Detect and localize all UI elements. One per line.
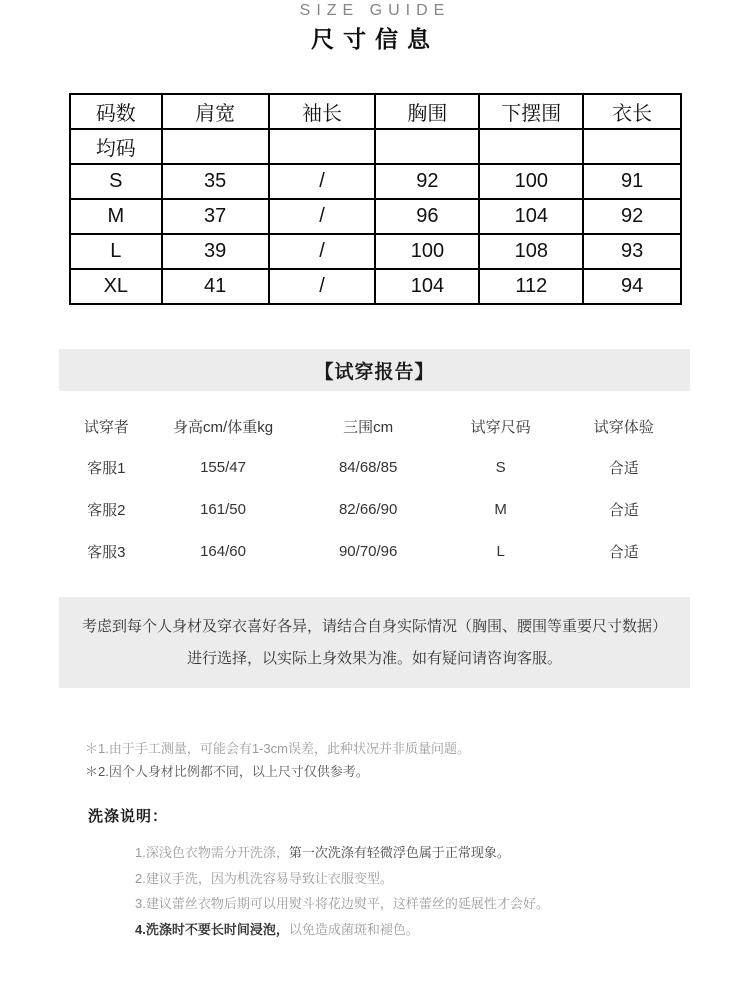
- column-header-cell: 试穿尺码: [470, 418, 531, 436]
- table-cell: 客服2: [87, 501, 126, 519]
- table-cell: 37: [162, 199, 269, 234]
- table-cell: 均码: [70, 129, 162, 164]
- table-cell: /: [269, 199, 376, 234]
- table-cell: S: [495, 458, 506, 476]
- washing-item-2-text: 2.建议手洗，因为机洗容易导致让衣服变型。: [135, 870, 393, 886]
- fit-report-table: [59, 406, 690, 572]
- table-cell: 39: [162, 234, 269, 269]
- table-cell: 合适: [608, 459, 639, 477]
- table-cell: 104: [375, 269, 479, 304]
- column-header-cell: 衣长: [583, 94, 681, 129]
- table-cell: 合适: [608, 543, 639, 561]
- washing-item-3-text: 3.建议蕾丝衣物后期可以用熨斗将花边熨平，这样蕾丝的延展性才会好。: [135, 896, 549, 911]
- table-cell: 104: [479, 199, 583, 234]
- table-cell: 35: [162, 164, 269, 199]
- table-row: [70, 234, 681, 269]
- footnote-2: ＊2.因个人身材比例都不同，以上尺寸仅供参考。: [85, 764, 369, 779]
- sizing-notice-line-2: 进行选择，以实际上身效果为准。如有疑问请咨询客服。: [186, 649, 562, 667]
- table-cell: [583, 129, 681, 164]
- table-row: [59, 446, 690, 488]
- table-cell: S: [70, 164, 162, 199]
- column-header-cell: 试穿体验: [593, 418, 654, 436]
- table-row: [70, 164, 681, 199]
- table-cell: 92: [375, 164, 479, 199]
- table-cell: 94: [583, 269, 681, 304]
- washing-item-4-emphasis: 4.洗涤时不要长时间浸泡，: [135, 921, 289, 937]
- table-cell: /: [269, 164, 376, 199]
- page-subtitle: SIZE GUIDE: [299, 2, 451, 19]
- size-table: [69, 93, 682, 305]
- table-row: [70, 269, 681, 304]
- column-header-cell: 肩宽: [162, 94, 269, 129]
- size-table-header-row: [70, 94, 681, 129]
- fit-report-body: [59, 446, 690, 572]
- sizing-notice-box: [59, 597, 690, 688]
- table-row: [70, 199, 681, 234]
- column-header-cell: 袖长: [269, 94, 376, 129]
- washing-item-1-text: 1.深浅色衣物需分开洗涤，: [135, 845, 289, 860]
- table-cell: 108: [479, 234, 583, 269]
- table-cell: M: [70, 199, 162, 234]
- table-cell: 100: [479, 164, 583, 199]
- page-title: 尺寸信息: [311, 26, 439, 52]
- washing-item-1-emphasis: 第一次洗涤有轻微浮色属于正常现象。: [288, 845, 510, 860]
- column-header-cell: 下摆围: [479, 94, 583, 129]
- footnote-1: ＊1.由于手工测量，可能会有1-3cm误差，此种状况并非质量问题。: [85, 741, 470, 756]
- table-cell: L: [496, 542, 505, 560]
- washing-instructions-heading: 洗涤说明：: [88, 808, 169, 825]
- column-header-cell: 试穿者: [83, 418, 129, 436]
- table-row: [59, 488, 690, 530]
- table-cell: 客服3: [87, 543, 126, 561]
- table-cell: 93: [583, 234, 681, 269]
- washing-item-1: [135, 840, 705, 866]
- table-row: [70, 129, 681, 164]
- column-header-cell: 身高cm/体重kg: [173, 418, 274, 436]
- washing-item-4: [135, 917, 705, 943]
- sizing-notice-line-1: 考虑到每个人身材及穿衣喜好各异，请结合自身实际情况（胸围、腰围等重要尺寸数据）: [81, 617, 667, 635]
- table-cell: 91: [583, 164, 681, 199]
- washing-item-4-text: 以免造成菌斑和褪色。: [288, 921, 419, 937]
- measurement-footnotes: [85, 737, 685, 783]
- column-header-cell: 三围cm: [343, 418, 394, 436]
- table-cell: [375, 129, 479, 164]
- column-header-cell: 码数: [70, 94, 162, 129]
- table-cell: M: [494, 500, 507, 518]
- table-cell: 合适: [608, 501, 639, 519]
- table-cell: XL: [70, 269, 162, 304]
- table-cell: 155/47: [200, 458, 246, 476]
- table-cell: 100: [375, 234, 479, 269]
- table-cell: 164/60: [200, 542, 246, 560]
- table-cell: 84/68/85: [338, 458, 398, 476]
- washing-item-3: [135, 891, 705, 917]
- table-cell: L: [70, 234, 162, 269]
- table-cell: 客服1: [87, 459, 126, 477]
- table-cell: 41: [162, 269, 269, 304]
- table-cell: [479, 129, 583, 164]
- table-cell: /: [269, 269, 376, 304]
- table-cell: 161/50: [200, 500, 246, 518]
- size-table-body: [70, 129, 681, 304]
- fit-report-header-row: [59, 406, 690, 446]
- table-cell: 112: [479, 269, 583, 304]
- table-cell: 96: [375, 199, 479, 234]
- table-cell: 82/66/90: [338, 500, 398, 518]
- washing-instructions-list: [135, 840, 705, 942]
- table-cell: [269, 129, 376, 164]
- table-cell: /: [269, 234, 376, 269]
- fit-report-section-title: 【试穿报告】: [59, 349, 690, 391]
- column-header-cell: 胸围: [375, 94, 479, 129]
- table-cell: [162, 129, 269, 164]
- table-cell: 90/70/96: [338, 542, 398, 560]
- washing-item-2: [135, 866, 705, 892]
- table-cell: 92: [583, 199, 681, 234]
- table-row: [59, 530, 690, 572]
